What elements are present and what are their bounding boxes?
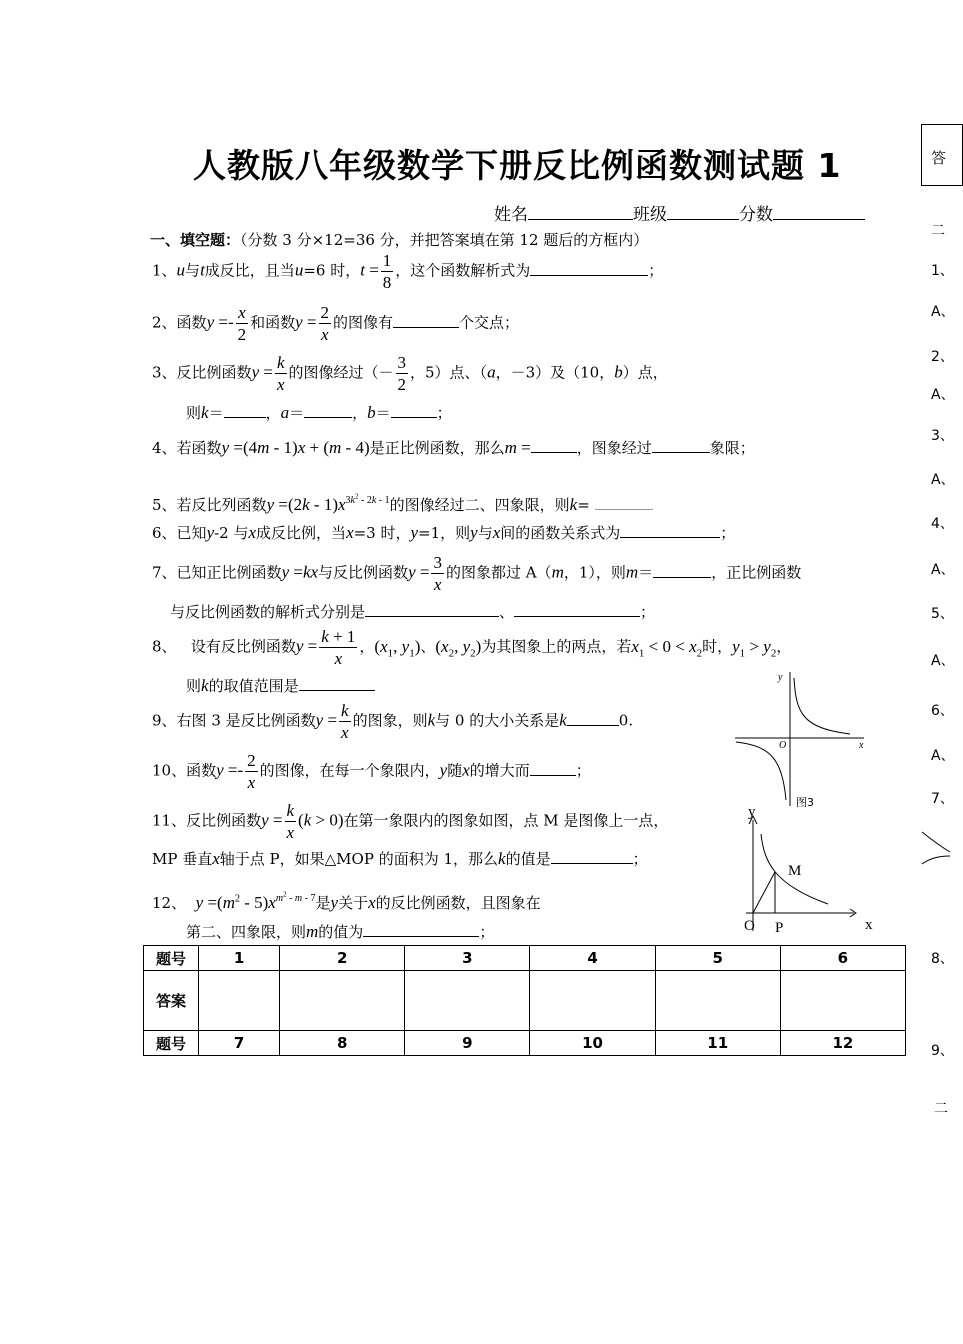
answer-cell[interactable] xyxy=(780,971,905,1031)
side-item: 7、 xyxy=(931,791,954,807)
question-8-line-2: 则k的取值范围是 xyxy=(186,676,375,696)
score-blank[interactable] xyxy=(773,205,865,220)
side-answer-box: 答 xyxy=(921,124,963,186)
side-item: A、 xyxy=(931,653,955,669)
figure-3-branch-1 xyxy=(794,678,850,734)
name-label: 姓名 xyxy=(494,205,528,225)
answer-blank-3k[interactable] xyxy=(224,403,266,418)
figure-m-om-segment xyxy=(753,872,775,913)
score-label: 分数 xyxy=(739,205,773,225)
side-item: 1、 xyxy=(931,263,954,279)
question-number: 12 xyxy=(780,1031,905,1056)
figure-m xyxy=(738,800,884,938)
answer-blank-3b[interactable] xyxy=(391,403,437,418)
figure-3 xyxy=(730,668,870,810)
answer-table-row-numbers-2 xyxy=(144,1031,906,1056)
answer-blank-6[interactable] xyxy=(620,523,720,538)
answer-cell[interactable] xyxy=(530,971,655,1031)
side-item: A、 xyxy=(931,748,955,764)
figure-m-origin: O xyxy=(744,918,755,934)
side-item: 2、 xyxy=(931,349,954,365)
side-item: A、 xyxy=(931,472,955,488)
question-2: 2、函数y =- $\frac{x}{2}$ 和函数y = $\frac{2}{x}$ 的图像有 个交点； xyxy=(152,303,520,344)
question-number: 3 xyxy=(405,946,530,971)
row-label: 答案 xyxy=(144,971,199,1031)
class-blank[interactable] xyxy=(667,205,739,220)
figure-m-point-m: M xyxy=(788,863,802,879)
answer-blank-12[interactable] xyxy=(363,922,479,937)
name-blank[interactable] xyxy=(528,205,633,220)
side-item: 5、 xyxy=(931,606,954,622)
side-item: 二 xyxy=(934,1101,948,1117)
answer-blank-10[interactable] xyxy=(530,761,576,776)
class-label: 班级 xyxy=(633,205,667,225)
side-figure-fragment xyxy=(918,826,950,876)
question-11: 11、反比例函数y = $\frac{k}{x}$ (k > 0)在第一象限内的图象如图，点 M 是图像上一点， xyxy=(152,801,669,842)
figure-m-point-p: P xyxy=(775,920,784,936)
page-title: 人教版八年级数学下册反比例函数测试题 1 xyxy=(193,146,842,185)
question-number: 5 xyxy=(655,946,780,971)
question-3: 3、反比例函数y = $\frac{k}{x}$ 的图像经过（－ $\frac{3}{2}$ ，5）点、（a，－3）及（10，b）点， xyxy=(152,353,668,394)
answer-blank-4q[interactable] xyxy=(652,438,710,453)
answer-blank-11[interactable] xyxy=(551,849,633,864)
question-12-line-2: 第二、四象限，则m的值为 ； xyxy=(186,922,495,941)
question-number: 11 xyxy=(655,1031,780,1056)
figure-m-y-label: y xyxy=(748,804,756,820)
question-11-line-2: MP 垂直x轴于点 P，如果△MOP 的面积为 1，那么k的值是 ； xyxy=(152,849,648,868)
question-7-line-2: 与反比例函数的解析式分别是 、 ； xyxy=(170,603,656,621)
side-item: A、 xyxy=(931,304,955,320)
side-item: 8、 xyxy=(931,951,954,967)
answer-table-row-answers xyxy=(144,971,906,1031)
answer-cell[interactable] xyxy=(280,971,405,1031)
side-item: 9、 xyxy=(931,1043,954,1059)
side-item: 二 xyxy=(931,223,945,239)
question-6: 6、已知y-2 与x成反比例，当x=3 时，y=1，则y与x间的函数关系式为 ； xyxy=(152,523,736,542)
question-12: 12、 $y =(m^2 - 5)x^{m^2 - m - 7}$是y关于x的反比例函数，且图象在 xyxy=(152,891,541,912)
answer-blank-7b[interactable] xyxy=(514,602,640,617)
question-number: 9 xyxy=(405,1031,530,1056)
answer-blank-5[interactable] xyxy=(595,495,653,510)
section-heading: 一、填空题：（分数 3 分×12=36 分，并把答案填在第 12 题后的方框内） xyxy=(150,231,649,249)
question-7: 7、已知正比例函数y =kx与反比例函数y = $\frac{3}{x}$ 的图象都过 A（m，1），则m＝ ，正比例函数 xyxy=(152,553,802,594)
figure-3-origin: O xyxy=(779,740,787,751)
figure-3-y-label: y xyxy=(778,672,783,683)
question-number: 1 xyxy=(199,946,280,971)
answer-cell[interactable] xyxy=(199,971,280,1031)
answer-cell[interactable] xyxy=(405,971,530,1031)
question-1: 1、u与t成反比，且当u=6 时，t = $\frac{1}{8}$ ，这个函数解析式为 ； xyxy=(152,251,664,292)
student-info xyxy=(494,200,865,225)
question-number: 6 xyxy=(780,946,905,971)
question-number: 10 xyxy=(530,1031,655,1056)
answer-blank-2[interactable] xyxy=(393,313,459,328)
answer-table xyxy=(143,945,906,1056)
answer-blank-8[interactable] xyxy=(299,676,375,691)
figure-m-x-label: x xyxy=(865,917,873,933)
side-item: 4、 xyxy=(931,516,954,532)
question-9: 9、右图 3 是反比例函数y = $\frac{k}{x}$ 的图象，则k与 0 的大小关系是k 0. xyxy=(152,701,634,742)
answer-blank-7a[interactable] xyxy=(365,602,499,617)
question-number: 8 xyxy=(280,1031,405,1056)
side-item: 3、 xyxy=(931,428,954,444)
question-10: 10、函数y =- $\frac{2}{x}$ 的图像，在每一个象限内，y随x的增大而 ； xyxy=(152,751,591,792)
answer-table-row-numbers-1 xyxy=(144,946,906,971)
figure-3-x-label: x xyxy=(859,740,864,751)
question-8: 8、 设有反比例函数y = $\frac{k + 1}{x}$ ，($x_1$, $y_1$)、($x_2$, $y_2$)为其图象上的两点，若$x_1 < 0 < x_2$时，$y_1 > y_2$， xyxy=(152,627,792,668)
answer-blank-3a[interactable] xyxy=(304,403,352,418)
answer-blank-4m[interactable] xyxy=(531,438,577,453)
figure-3-caption: 图3 xyxy=(796,796,814,809)
side-item: 6、 xyxy=(931,703,954,719)
side-item: A、 xyxy=(931,562,955,578)
row-label: 题号 xyxy=(144,946,199,971)
answer-blank-7m[interactable] xyxy=(653,563,711,578)
question-5: 5、若反比列函数$y =(2k - 1)x^{3k^2 - 2k - 1}$的图像经过二、四象限，则k= xyxy=(152,487,653,515)
row-label: 题号 xyxy=(144,1031,199,1056)
question-4: 4、若函数y =(4m - 1)x + (m - 4)是正比例函数，那么m = ，图象经过 象限； xyxy=(152,438,755,457)
answer-blank-1[interactable] xyxy=(530,261,648,276)
question-number: 7 xyxy=(199,1031,280,1056)
question-number: 4 xyxy=(530,946,655,971)
answer-blank-9[interactable] xyxy=(567,711,619,726)
question-3-line-2: 则k＝ ，a＝ ，b＝ ； xyxy=(186,403,452,422)
question-number: 2 xyxy=(280,946,405,971)
answer-cell[interactable] xyxy=(655,971,780,1031)
side-item: A、 xyxy=(931,387,955,403)
